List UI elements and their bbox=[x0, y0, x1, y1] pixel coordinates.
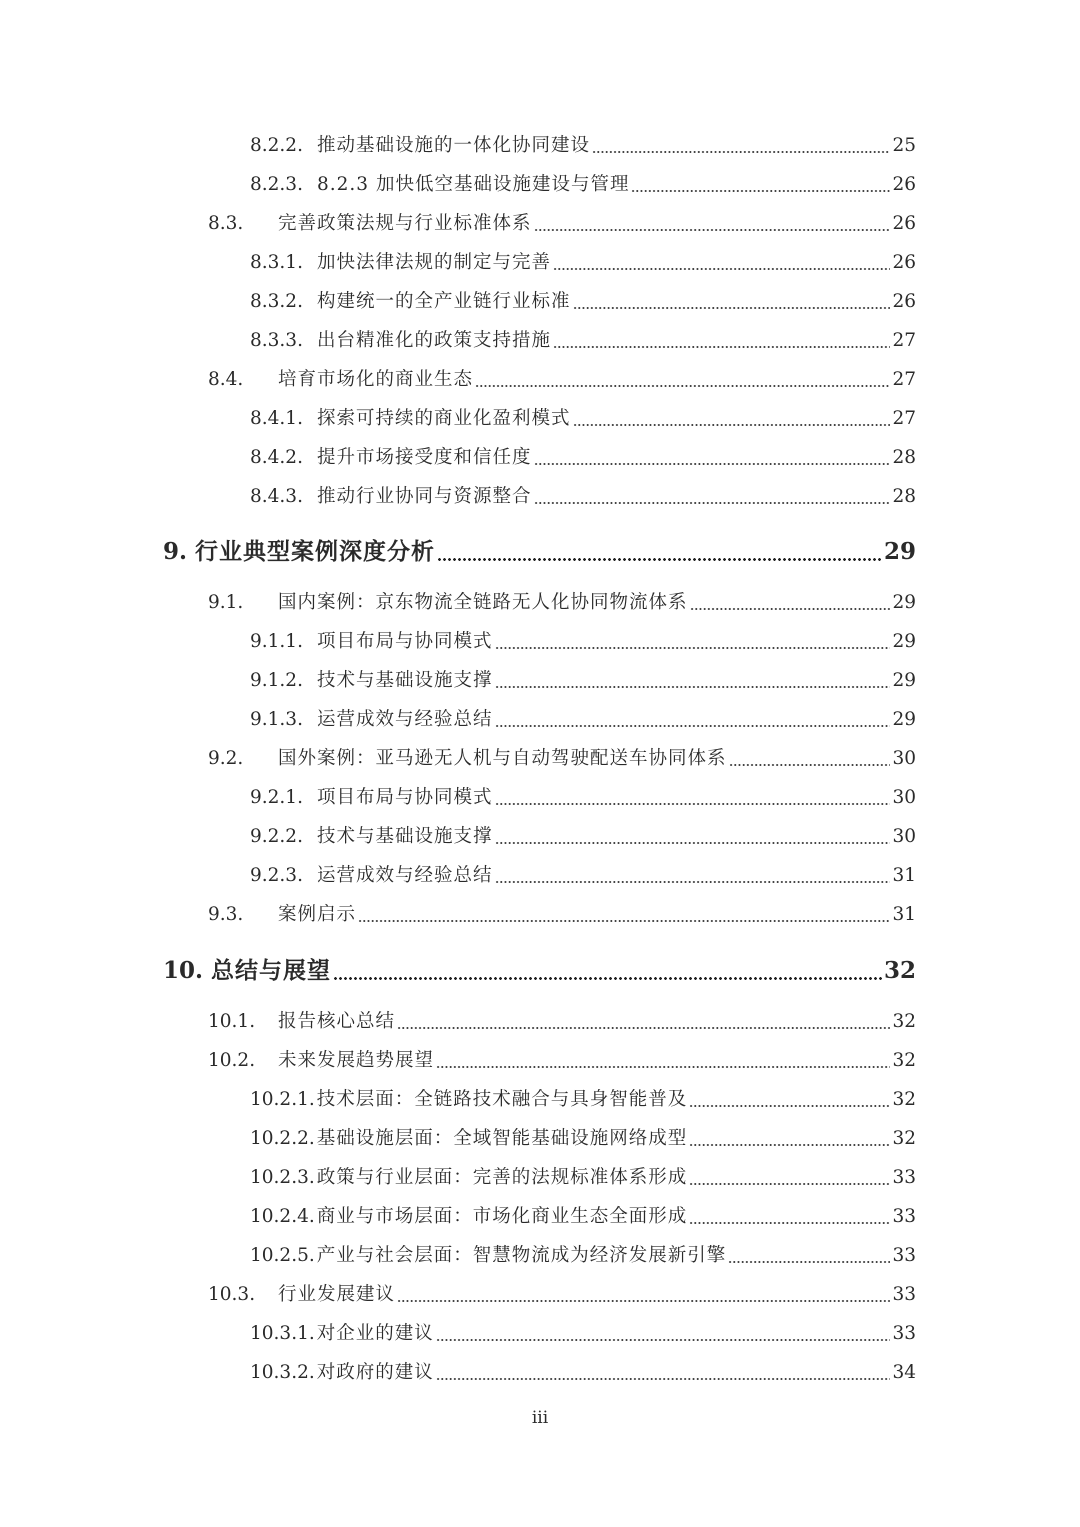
toc-entry-number: 9.1.1. bbox=[250, 631, 303, 652]
toc-entry-level2[interactable] bbox=[208, 900, 916, 930]
toc-entry-level3[interactable] bbox=[250, 627, 916, 657]
toc-entry-number: 8.2.2. bbox=[250, 135, 303, 156]
toc-entry-level3[interactable] bbox=[250, 1202, 916, 1232]
toc-entry-number: 9.1.2. bbox=[250, 670, 303, 691]
toc-entry-number: 9.2. bbox=[208, 748, 244, 769]
toc-entry-number: 10.2.3. bbox=[250, 1167, 315, 1188]
dot-leader bbox=[436, 1378, 891, 1380]
toc-entry-title: 案例启示 bbox=[278, 904, 357, 925]
toc-entry-number: 9.2.3. bbox=[250, 865, 303, 886]
toc-entry-page: 32 bbox=[892, 1089, 916, 1110]
toc-entry-level3[interactable] bbox=[250, 404, 916, 434]
toc-entry-level3[interactable] bbox=[250, 1124, 916, 1154]
toc-entry-page: 31 bbox=[892, 904, 916, 925]
toc-entry-title: 项目布局与协同模式 bbox=[317, 787, 493, 808]
toc-entry-title: 构建统一的全产业链行业标准 bbox=[317, 291, 571, 312]
toc-entry-number: 10. bbox=[163, 957, 204, 984]
toc-entry-level3[interactable] bbox=[250, 248, 916, 278]
toc-entry-page: 33 bbox=[892, 1284, 916, 1305]
toc-entry-page: 31 bbox=[892, 865, 916, 886]
toc-entry-number: 9.3. bbox=[208, 904, 244, 925]
toc-entry-page: 30 bbox=[892, 748, 916, 769]
toc-entry-title: 技术与基础设施支撑 bbox=[317, 826, 493, 847]
dot-leader bbox=[495, 881, 891, 883]
dot-leader bbox=[690, 608, 891, 610]
dot-leader bbox=[729, 764, 891, 766]
toc-entry-title: 总结与展望 bbox=[211, 957, 332, 984]
toc-entry-title: 商业与市场层面：市场化商业生态全面形成 bbox=[316, 1206, 688, 1227]
toc-entry-title: 国内案例：京东物流全链路无人化协同物流体系 bbox=[278, 592, 688, 613]
toc-entry-level3[interactable] bbox=[250, 1358, 916, 1388]
toc-entry-level3[interactable] bbox=[250, 861, 916, 891]
toc-entry-page: 27 bbox=[892, 369, 916, 390]
dot-leader bbox=[534, 463, 891, 465]
toc-entry-page: 33 bbox=[892, 1206, 916, 1227]
toc-entry-title: 政策与行业层面：完善的法规标准体系形成 bbox=[316, 1167, 688, 1188]
dot-leader bbox=[333, 977, 882, 980]
toc-entry-level3[interactable] bbox=[250, 1163, 916, 1193]
toc-entry-page: 34 bbox=[892, 1362, 916, 1383]
toc-entry-page: 30 bbox=[892, 826, 916, 847]
toc-entry-title: 运营成效与经验总结 bbox=[317, 709, 493, 730]
toc-entry-level2[interactable] bbox=[208, 1046, 916, 1076]
dot-leader bbox=[592, 151, 890, 153]
toc-entry-page: 33 bbox=[892, 1323, 916, 1344]
toc-entry-title: 产业与社会层面：智慧物流成为经济发展新引擎 bbox=[316, 1245, 727, 1266]
toc-entry-number: 9.2.1. bbox=[250, 787, 303, 808]
toc-entry-page: 29 bbox=[892, 631, 916, 652]
toc-entry-level2[interactable] bbox=[208, 1280, 916, 1310]
toc-entry-page: 33 bbox=[892, 1167, 916, 1188]
toc-entry-page: 27 bbox=[892, 330, 916, 351]
dot-leader bbox=[397, 1300, 890, 1302]
toc-entry-level2[interactable] bbox=[208, 365, 916, 395]
dot-leader bbox=[573, 307, 891, 309]
toc-entry-number: 10.2.1. bbox=[250, 1089, 315, 1110]
toc-entry-page: 26 bbox=[892, 213, 916, 234]
toc-entry-level3[interactable] bbox=[250, 131, 916, 161]
toc-entry-number: 9. bbox=[163, 538, 188, 565]
toc-entry-level3[interactable] bbox=[250, 326, 916, 356]
toc-entry-level3[interactable] bbox=[250, 443, 916, 473]
toc-entry-title: 推动行业协同与资源整合 bbox=[317, 486, 532, 507]
toc-entry-title: 探索可持续的商业化盈利模式 bbox=[317, 408, 571, 429]
dot-leader bbox=[553, 346, 890, 348]
toc-entry-number: 8.4.2. bbox=[250, 447, 303, 468]
toc-entry-page: 26 bbox=[892, 252, 916, 273]
dot-leader bbox=[689, 1144, 890, 1146]
toc-entry-number: 10.2.4. bbox=[250, 1206, 315, 1227]
dot-leader bbox=[495, 725, 891, 727]
dot-leader bbox=[631, 190, 890, 192]
toc-entry-page: 28 bbox=[892, 447, 916, 468]
toc-entry-page: 32 bbox=[892, 1050, 916, 1071]
dot-leader bbox=[495, 686, 891, 688]
toc-entry-level2[interactable] bbox=[208, 1007, 916, 1037]
toc-entry-level1[interactable] bbox=[163, 534, 916, 570]
dot-leader bbox=[437, 558, 882, 561]
toc-entry-number: 10.2. bbox=[208, 1050, 256, 1071]
toc-entry-title: 国外案例：亚马逊无人机与自动驾驶配送车协同体系 bbox=[278, 748, 727, 769]
toc-entry-title: 未来发展趋势展望 bbox=[278, 1050, 435, 1071]
toc-entry-title: 培育市场化的商业生态 bbox=[278, 369, 474, 390]
dot-leader bbox=[436, 1339, 891, 1341]
toc-entry-page: 32 bbox=[892, 1128, 916, 1149]
toc-entry-page: 32 bbox=[892, 1011, 916, 1032]
toc-entry-page: 29 bbox=[892, 670, 916, 691]
toc-entry-level2[interactable] bbox=[208, 744, 916, 774]
toc-entry-title: 行业发展建议 bbox=[278, 1284, 396, 1305]
dot-leader bbox=[689, 1222, 890, 1224]
dot-leader bbox=[553, 268, 890, 270]
toc-entry-level3[interactable] bbox=[250, 1241, 916, 1271]
toc-entry-page: 26 bbox=[892, 291, 916, 312]
toc-entry-title: 运营成效与经验总结 bbox=[317, 865, 493, 886]
toc-entry-number: 10.3.1. bbox=[250, 1323, 315, 1344]
toc-entry-page: 33 bbox=[892, 1245, 916, 1266]
toc-entry-page: 25 bbox=[892, 135, 916, 156]
toc-entry-title: 8.2.3 加快低空基础设施建设与管理 bbox=[317, 174, 630, 195]
toc-entry-level1[interactable] bbox=[163, 953, 916, 989]
toc-entry-number: 10.1. bbox=[208, 1011, 256, 1032]
toc-entry-title: 出台精准化的政策支持措施 bbox=[317, 330, 552, 351]
toc-entry-title: 技术层面：全链路技术融合与具身智能普及 bbox=[316, 1089, 688, 1110]
toc-entry-title: 推动基础设施的一体化协同建设 bbox=[317, 135, 591, 156]
toc-entry-page: 29 bbox=[892, 592, 916, 613]
dot-leader bbox=[358, 920, 890, 922]
toc-entry-number: 8.3.3. bbox=[250, 330, 303, 351]
toc-entry-number: 8.3.1. bbox=[250, 252, 303, 273]
toc-entry-number: 9.1. bbox=[208, 592, 244, 613]
toc-entry-level3[interactable] bbox=[250, 287, 916, 317]
toc-entry-title: 技术与基础设施支撑 bbox=[317, 670, 493, 691]
toc-entry-title: 对政府的建议 bbox=[316, 1362, 434, 1383]
toc-entry-number: 9.2.2. bbox=[250, 826, 303, 847]
toc-entry-number: 10.2.5. bbox=[250, 1245, 315, 1266]
toc-entry-page: 28 bbox=[892, 486, 916, 507]
toc-entry-title: 行业典型案例深度分析 bbox=[195, 538, 436, 565]
toc-entry-page: 29 bbox=[892, 709, 916, 730]
toc-entry-page: 29 bbox=[883, 538, 916, 565]
toc-entry-page: 30 bbox=[892, 787, 916, 808]
toc-entry-number: 9.1.3. bbox=[250, 709, 303, 730]
page-number-footer: iii bbox=[531, 1408, 549, 1428]
toc-entry-number: 8.3.2. bbox=[250, 291, 303, 312]
toc-entry-number: 8.3. bbox=[208, 213, 244, 234]
dot-leader bbox=[436, 1066, 890, 1068]
dot-leader bbox=[534, 229, 891, 231]
dot-leader bbox=[689, 1183, 890, 1185]
toc-entry-title: 加快法律法规的制定与完善 bbox=[317, 252, 552, 273]
toc-entry-number: 8.4.3. bbox=[250, 486, 303, 507]
dot-leader bbox=[689, 1105, 890, 1107]
dot-leader bbox=[495, 842, 891, 844]
toc-entry-level2[interactable] bbox=[208, 588, 916, 618]
dot-leader bbox=[397, 1027, 890, 1029]
toc-entry-number: 10.3.2. bbox=[250, 1362, 315, 1383]
toc-entry-title: 报告核心总结 bbox=[278, 1011, 396, 1032]
toc-entry-level3[interactable] bbox=[250, 1085, 916, 1115]
toc-entry-number: 10.2.2. bbox=[250, 1128, 315, 1149]
toc-entry-title: 基础设施层面：全域智能基础设施网络成型 bbox=[316, 1128, 688, 1149]
dot-leader bbox=[475, 385, 890, 387]
toc-entry-title: 完善政策法规与行业标准体系 bbox=[278, 213, 532, 234]
toc-entry-number: 8.2.3. bbox=[250, 174, 303, 195]
toc-entry-number: 8.4.1. bbox=[250, 408, 303, 429]
toc-entry-number: 8.4. bbox=[208, 369, 244, 390]
toc-entry-level3[interactable] bbox=[250, 666, 916, 696]
dot-leader bbox=[728, 1261, 890, 1263]
toc-entry-level2[interactable] bbox=[208, 209, 916, 239]
toc-entry-level3[interactable] bbox=[250, 482, 916, 512]
toc-entry-level3[interactable] bbox=[250, 822, 916, 852]
dot-leader bbox=[534, 502, 891, 504]
toc-entry-level3[interactable] bbox=[250, 1319, 916, 1349]
toc-entry-number: 10.3. bbox=[208, 1284, 256, 1305]
toc-entry-title: 对企业的建议 bbox=[316, 1323, 434, 1344]
toc-entry-title: 提升市场接受度和信任度 bbox=[317, 447, 532, 468]
toc-entry-page: 27 bbox=[892, 408, 916, 429]
toc-entry-level3[interactable] bbox=[250, 170, 916, 200]
dot-leader bbox=[495, 647, 891, 649]
dot-leader bbox=[495, 803, 891, 805]
toc-entry-level3[interactable] bbox=[250, 705, 916, 735]
toc-entry-level3[interactable] bbox=[250, 783, 916, 813]
toc-entry-page: 26 bbox=[892, 174, 916, 195]
toc-entry-page: 32 bbox=[883, 957, 916, 984]
dot-leader bbox=[573, 424, 891, 426]
toc-entry-title: 项目布局与协同模式 bbox=[317, 631, 493, 652]
